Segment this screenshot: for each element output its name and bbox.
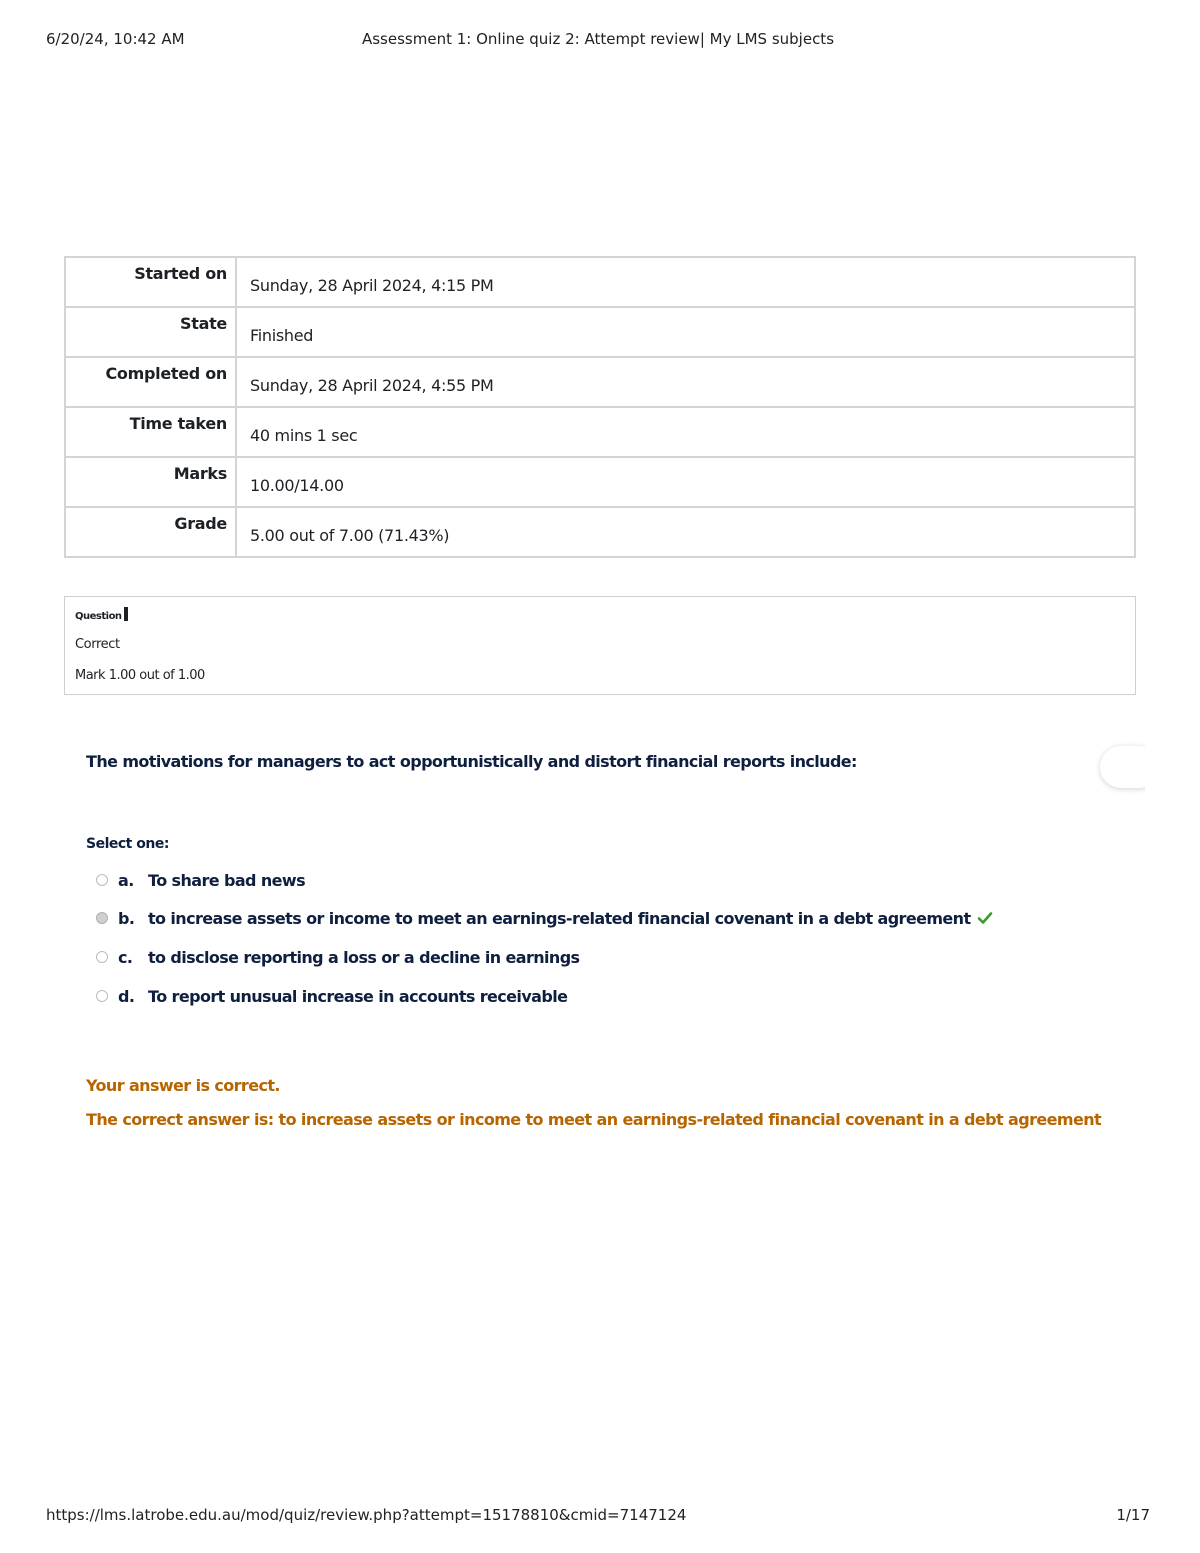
check-icon [977, 910, 993, 926]
summary-row-time-taken [65, 407, 1135, 457]
summary-value: 10.00/14.00 [236, 457, 1135, 507]
summary-value: Sunday, 28 April 2024, 4:55 PM [236, 357, 1135, 407]
summary-value: Finished [236, 307, 1135, 357]
option-letter: b. [118, 908, 135, 928]
summary-label: Started on [65, 257, 236, 307]
question-number-marker [124, 607, 128, 621]
radio-button[interactable] [96, 951, 108, 963]
summary-label: Time taken [65, 407, 236, 457]
attempt-summary-table [64, 256, 1136, 558]
radio-button-selected[interactable] [96, 912, 108, 924]
summary-label: Marks [65, 457, 236, 507]
question-number [75, 607, 128, 622]
summary-row-started [65, 257, 1135, 307]
summary-value: Sunday, 28 April 2024, 4:15 PM [236, 257, 1135, 307]
summary-row-grade [65, 507, 1135, 557]
summary-row-marks [65, 457, 1135, 507]
answer-option-a[interactable] [96, 868, 305, 892]
question-info-box [64, 596, 1136, 695]
summary-value: 40 mins 1 sec [236, 407, 1135, 457]
option-text: to increase assets or income to meet an earnings-related financial covenant in a debt agreement [148, 908, 971, 928]
option-letter: c. [118, 947, 133, 967]
summary-label: Grade [65, 507, 236, 557]
question-state: Correct [75, 637, 120, 652]
summary-label: State [65, 307, 236, 357]
print-page-title: Assessment 1: Online quiz 2: Attempt review| My LMS subjects [361, 30, 835, 48]
option-text: to disclose reporting a loss or a decline in earnings [148, 947, 580, 967]
option-text: To share bad news [148, 870, 305, 890]
question-label: Question [75, 611, 122, 622]
print-datetime: 6/20/24, 10:42 AM [46, 30, 185, 48]
question-mark: Mark 1.00 out of 1.00 [75, 668, 205, 683]
print-url: https://lms.latrobe.edu.au/mod/quiz/review.php?attempt=15178810&cmid=7147124 [46, 1506, 687, 1524]
answer-option-c[interactable] [96, 945, 579, 969]
select-one-prompt: Select one: [86, 836, 169, 852]
print-header [46, 30, 1150, 50]
summary-row-state [65, 307, 1135, 357]
option-text: To report unusual increase in accounts receivable [148, 986, 568, 1006]
page-edge [1145, 730, 1200, 800]
answer-option-d[interactable] [96, 984, 567, 1008]
summary-label: Completed on [65, 357, 236, 407]
radio-button[interactable] [96, 990, 108, 1002]
print-page-number: 1/17 [1116, 1506, 1150, 1524]
answer-option-b[interactable] [96, 906, 993, 930]
feedback-result: Your answer is correct. [86, 1076, 280, 1095]
option-letter: a. [118, 870, 134, 890]
feedback-correct-answer: The correct answer is: to increase assets or income to meet an earnings-related financial covenant in a debt agreement [86, 1110, 1102, 1129]
print-footer [46, 1506, 1150, 1526]
summary-row-completed [65, 357, 1135, 407]
summary-value: 5.00 out of 7.00 (71.43%) [236, 507, 1135, 557]
option-letter: d. [118, 986, 135, 1006]
question-text: The motivations for managers to act opportunistically and distort financial reports include: [86, 752, 857, 771]
radio-button[interactable] [96, 874, 108, 886]
